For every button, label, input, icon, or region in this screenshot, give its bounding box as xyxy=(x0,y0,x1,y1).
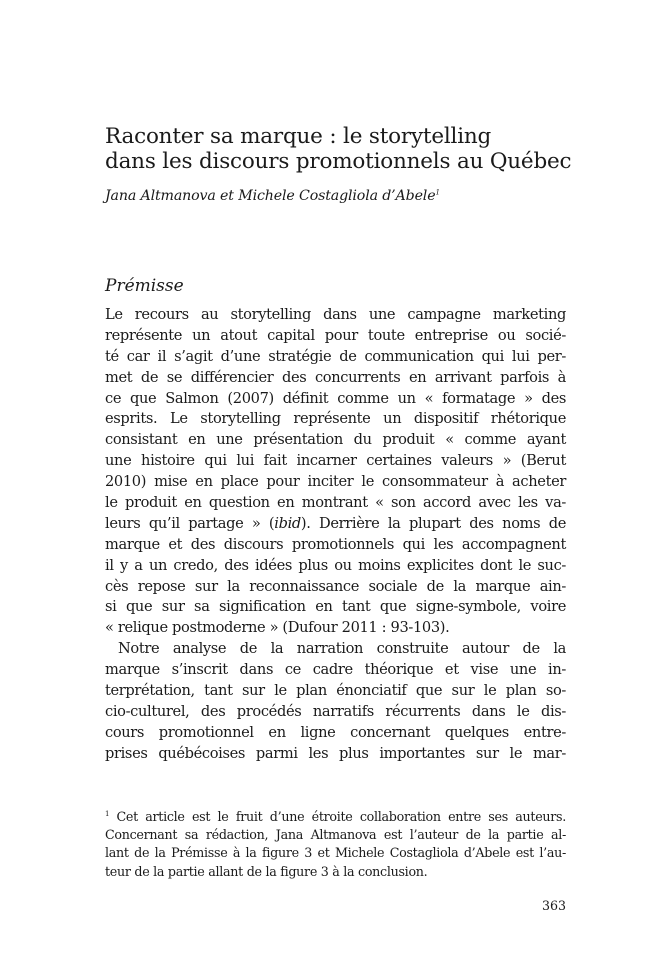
body-line: cours promotionnel en ligne concernant quelques entre- xyxy=(105,723,566,741)
footnote-line: Concernant sa rédaction, Jana Altmanova est l’auteur de la partie al- xyxy=(105,827,566,843)
footnote-line: teur de la partie allant de la figure 3 à la conclusion. xyxy=(105,863,428,879)
page-number: 363 xyxy=(541,898,566,913)
body-line: si que sur sa signification en tant que signe-symbole, voire xyxy=(105,598,566,616)
article-authors xyxy=(105,187,440,205)
section-heading: Prémisse xyxy=(105,276,184,296)
body-line: il y a un credo, des idées plus ou moins explicites dont le suc- xyxy=(105,556,566,574)
body-line: cès repose sur la reconnaissance sociale de la marque ain- xyxy=(105,577,566,595)
article-title-line: Raconter sa marque : le storytelling xyxy=(105,124,492,149)
body-line: esprits. Le storytelling représente un dispositif rhétorique xyxy=(105,410,566,428)
body-line: prises québécoises parmi les plus importantes sur le mar- xyxy=(105,744,566,762)
body-line: marque s’inscrit dans ce cadre théorique et vise une in- xyxy=(105,661,566,679)
article-title-line: dans les discours promotionnels au Québec xyxy=(105,149,572,174)
body-line: Notre analyse de la narration construite autour de la xyxy=(118,640,566,658)
body-line-segment: leurs qu’il partage » ( xyxy=(105,514,275,532)
authors-footnote-mark: 1 xyxy=(435,188,440,197)
body-line: ce que Salmon (2007) définit comme un « formatage » des xyxy=(105,389,566,407)
body-line-italic-ref: ibid xyxy=(274,514,301,532)
body-line: terprétation, tant sur le plan énonciatif que sur le plan so- xyxy=(105,682,566,700)
body-line: représente un atout capital pour toute entreprise ou socié- xyxy=(105,326,566,344)
body-line: marque et des discours promotionnels qui les accompagnent xyxy=(105,535,566,553)
footnote-line xyxy=(105,808,566,826)
footnote xyxy=(105,808,566,881)
footnote-line-text: Cet article est le fruit d’une étroite collaboration entre ses auteurs. xyxy=(109,809,566,824)
body-line: une histoire qui lui fait incarner certaines valeurs » (Berut xyxy=(105,452,566,470)
body-text xyxy=(105,305,566,765)
body-line: « relique postmoderne » (Dufour 2011 : 93-103). xyxy=(105,619,450,637)
body-line-with-italic xyxy=(105,514,566,535)
body-line: met de se différencier des concurrents en arrivant parfois à xyxy=(105,368,566,386)
body-line: 2010) mise en place pour inciter le consommateur à acheter xyxy=(105,473,566,491)
body-line: Le recours au storytelling dans une campagne marketing xyxy=(105,306,566,323)
footnote-mark: 1 xyxy=(105,809,110,818)
article-title xyxy=(105,124,575,174)
body-line-segment: ). Derrière la plupart des noms de xyxy=(300,514,567,532)
footnote-line: lant de la Prémisse à la figure 3 et Michele Costagliola d’Abele est l’au- xyxy=(105,845,566,861)
body-line: cio-culturel, des procédés narratifs récurrents dans le dis- xyxy=(105,702,566,720)
body-line: le produit en question en montrant « son accord avec les va- xyxy=(105,494,566,512)
authors-names: Jana Altmanova et Michele Costagliola d’Abele xyxy=(105,188,436,204)
body-line: té car il s’agit d’une stratégie de communication qui lui per- xyxy=(105,347,566,365)
body-line: consistant en une présentation du produit « comme ayant xyxy=(105,431,566,449)
